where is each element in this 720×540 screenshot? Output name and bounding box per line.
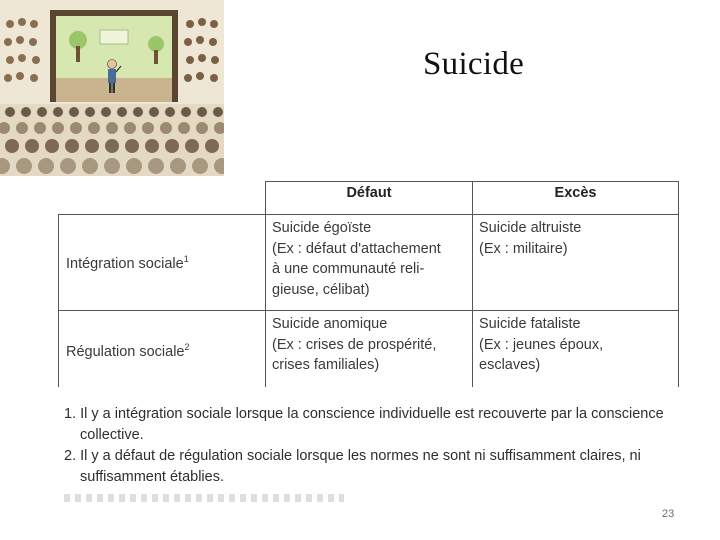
page-number: 23 [662,508,675,520]
cropped-text-remnant [64,494,344,502]
slide-title: Suicide [423,46,525,82]
table-corner-cell [59,182,266,215]
header-exces: Excès [473,182,679,215]
cell-line: Suicide altruiste [479,220,582,236]
row-header-integration [59,215,266,311]
cell-suicide-altruiste [473,215,679,311]
footnote-2: 2. Il y a défaut de régulation sociale lorsque les normes ne sont ni suffisamment claires, ni suffisamment établies. [64,448,641,485]
row-label: Intégration sociale [66,255,184,272]
footnote-1: 1. Il y a intégration sociale lorsque la conscience individuelle est recouverte par la conscience collective. [64,406,664,443]
cell-suicide-egoiste [266,215,473,311]
cell-line: (Ex : défaut d'attachement [272,240,441,257]
durkheim-suicide-table [58,181,680,387]
header-defaut: Défaut [266,182,473,215]
table-row [59,311,679,388]
row-label: Régulation sociale [66,343,185,360]
cell-line: (Ex : jeunes époux, [479,336,604,353]
cell-line: à une communauté reli- [272,261,425,277]
cell-line: Suicide égoïste [272,220,372,236]
cell-line: crises familiales) [272,357,380,373]
table-footnotes [64,404,664,488]
cell-line: (Ex : crises de prospérité, [272,336,437,353]
cell-line: Suicide fataliste [479,316,581,332]
cell-suicide-anomique [266,311,473,388]
table-row [59,215,679,311]
footnote-marker: 2 [184,341,190,352]
suicide-types-table [58,181,679,387]
cell-line: gieuse, célibat) [272,281,370,298]
row-header-regulation [59,311,266,388]
table-header-row [59,182,679,215]
lecture-hall-illustration [0,0,224,176]
cell-suicide-fataliste [473,311,679,388]
lecture-hall-icon [0,0,224,176]
cell-line: Suicide anomique [272,316,388,332]
cell-line: esclaves) [479,357,541,373]
cell-line: (Ex : militaire) [479,240,568,257]
footnote-marker: 1 [183,253,189,264]
